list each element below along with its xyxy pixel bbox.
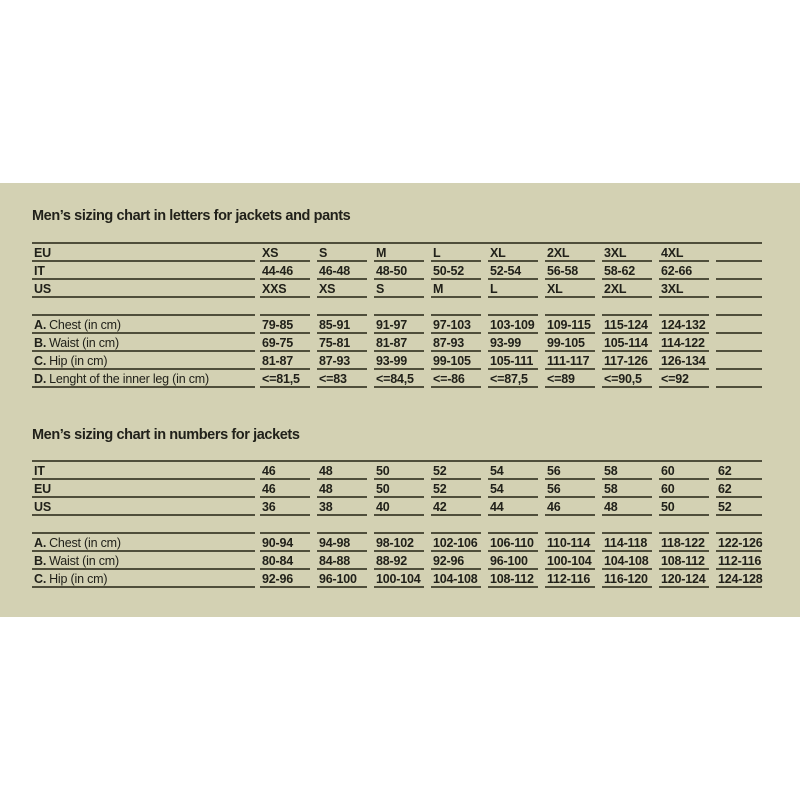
size-value-cell: <=84,5 xyxy=(374,370,424,388)
size-value-cell: 112-116 xyxy=(716,552,762,570)
size-value-cell: 96-100 xyxy=(317,570,367,588)
table-row xyxy=(32,262,762,280)
size-value-cell: 54 xyxy=(488,462,538,480)
size-value-cell: 62 xyxy=(716,462,762,480)
size-value-cell xyxy=(716,280,762,298)
size-value-cell: 48 xyxy=(602,498,652,516)
size-value-cell: XXS xyxy=(260,280,310,298)
size-value-cell: 50-52 xyxy=(431,262,481,280)
size-value-cell: 93-99 xyxy=(488,334,538,352)
table-row xyxy=(32,552,762,570)
table-rows xyxy=(32,460,762,588)
size-value-cell: 105-111 xyxy=(488,352,538,370)
size-value-cell: 116-120 xyxy=(602,570,652,588)
size-value-cell: 56-58 xyxy=(545,262,595,280)
size-value-cell: 48-50 xyxy=(374,262,424,280)
size-value-cell: 87-93 xyxy=(317,352,367,370)
size-value-cell: 94-98 xyxy=(317,532,367,552)
size-value-cell: 110-114 xyxy=(545,532,595,552)
size-value-cell: 126-134 xyxy=(659,352,709,370)
size-value-cell: XL xyxy=(545,280,595,298)
size-value-cell: 56 xyxy=(545,462,595,480)
spacer-row xyxy=(32,298,762,314)
size-value-cell: 109-115 xyxy=(545,314,595,334)
measure-label: Waist (in cm) xyxy=(49,553,119,568)
size-value-cell: 42 xyxy=(431,498,481,516)
row-label-cell xyxy=(32,334,255,352)
size-value-cell: 118-122 xyxy=(659,532,709,552)
size-value-cell: 48 xyxy=(317,462,367,480)
measure-label: Chest (in cm) xyxy=(49,535,121,550)
size-value-cell: 75-81 xyxy=(317,334,367,352)
size-value-cell: <=83 xyxy=(317,370,367,388)
sizing-table-letters xyxy=(32,207,762,388)
size-value-cell: 124-128 xyxy=(716,570,762,588)
measure-prefix: D. xyxy=(34,371,47,386)
row-label-cell xyxy=(32,552,255,570)
size-value-cell: 36 xyxy=(260,498,310,516)
size-value-cell: 92-96 xyxy=(260,570,310,588)
table-rows xyxy=(32,242,762,388)
size-value-cell: 114-122 xyxy=(659,334,709,352)
size-value-cell: M xyxy=(374,244,424,262)
size-value-cell: 124-132 xyxy=(659,314,709,334)
size-value-cell: 99-105 xyxy=(545,334,595,352)
measure-prefix: C. xyxy=(34,571,47,586)
size-value-cell: 104-108 xyxy=(602,552,652,570)
size-value-cell: <=90,5 xyxy=(602,370,652,388)
table-row xyxy=(32,462,762,480)
table-title: Men’s sizing chart in numbers for jackets xyxy=(32,427,300,443)
size-value-cell: 103-109 xyxy=(488,314,538,334)
size-value-cell: 99-105 xyxy=(431,352,481,370)
size-value-cell: 79-85 xyxy=(260,314,310,334)
size-value-cell: 100-104 xyxy=(545,552,595,570)
size-value-cell: 2XL xyxy=(602,280,652,298)
size-value-cell: <=-86 xyxy=(431,370,481,388)
measure-label: Hip (in cm) xyxy=(49,353,108,368)
table-row xyxy=(32,280,762,298)
row-label-cell: EU xyxy=(32,480,255,498)
size-value-cell: 114-118 xyxy=(602,532,652,552)
table-title: Men’s sizing chart in letters for jackets and pants xyxy=(32,208,351,224)
size-value-cell: 69-75 xyxy=(260,334,310,352)
size-value-cell: 46 xyxy=(260,462,310,480)
table-row xyxy=(32,532,762,552)
row-label-cell xyxy=(32,370,255,388)
size-value-cell: 108-112 xyxy=(488,570,538,588)
measure-label: Lenght of the inner leg (in cm) xyxy=(49,371,209,386)
size-value-cell: 100-104 xyxy=(374,570,424,588)
size-value-cell: 104-108 xyxy=(431,570,481,588)
size-value-cell: 54 xyxy=(488,480,538,498)
size-value-cell: 52-54 xyxy=(488,262,538,280)
size-value-cell: XS xyxy=(260,244,310,262)
size-value-cell: <=89 xyxy=(545,370,595,388)
size-value-cell: 115-124 xyxy=(602,314,652,334)
size-value-cell: 84-88 xyxy=(317,552,367,570)
row-label-cell xyxy=(32,314,255,334)
size-value-cell: 3XL xyxy=(659,280,709,298)
size-value-cell xyxy=(716,244,762,262)
measure-prefix: A. xyxy=(34,535,47,550)
size-value-cell: 62-66 xyxy=(659,262,709,280)
size-value-cell: 85-91 xyxy=(317,314,367,334)
size-value-cell xyxy=(716,352,762,370)
size-value-cell: 111-117 xyxy=(545,352,595,370)
size-value-cell: 2XL xyxy=(545,244,595,262)
size-value-cell: <=92 xyxy=(659,370,709,388)
size-value-cell: S xyxy=(374,280,424,298)
measure-prefix: C. xyxy=(34,353,47,368)
size-value-cell: XS xyxy=(317,280,367,298)
size-value-cell: 4XL xyxy=(659,244,709,262)
size-value-cell: 56 xyxy=(545,480,595,498)
size-value-cell: 46 xyxy=(260,480,310,498)
size-value-cell: 112-116 xyxy=(545,570,595,588)
row-label-cell xyxy=(32,532,255,552)
row-label-cell: US xyxy=(32,498,255,516)
size-value-cell: <=87,5 xyxy=(488,370,538,388)
row-label-cell: EU xyxy=(32,244,255,262)
size-value-cell: 50 xyxy=(374,462,424,480)
size-value-cell: L xyxy=(431,244,481,262)
size-value-cell: 88-92 xyxy=(374,552,424,570)
size-value-cell: 3XL xyxy=(602,244,652,262)
size-value-cell: 52 xyxy=(431,462,481,480)
measure-label: Waist (in cm) xyxy=(49,335,119,350)
size-value-cell: 52 xyxy=(716,498,762,516)
measure-prefix: B. xyxy=(34,335,47,350)
size-value-cell: 52 xyxy=(431,480,481,498)
size-value-cell xyxy=(716,262,762,280)
measure-label: Hip (in cm) xyxy=(49,571,108,586)
measure-label: Chest (in cm) xyxy=(49,317,121,332)
size-value-cell: 81-87 xyxy=(260,352,310,370)
size-value-cell: 48 xyxy=(317,480,367,498)
size-value-cell: 117-126 xyxy=(602,352,652,370)
size-value-cell: 106-110 xyxy=(488,532,538,552)
size-value-cell: 97-103 xyxy=(431,314,481,334)
size-value-cell: 60 xyxy=(659,462,709,480)
size-value-cell: 40 xyxy=(374,498,424,516)
size-value-cell: 108-112 xyxy=(659,552,709,570)
sizing-panel xyxy=(0,183,800,617)
size-value-cell: 58-62 xyxy=(602,262,652,280)
size-value-cell: 44-46 xyxy=(260,262,310,280)
size-value-cell: 50 xyxy=(374,480,424,498)
measure-prefix: A. xyxy=(34,317,47,332)
size-value-cell: 105-114 xyxy=(602,334,652,352)
size-value-cell: 58 xyxy=(602,462,652,480)
size-value-cell: 81-87 xyxy=(374,334,424,352)
table-row xyxy=(32,498,762,516)
size-value-cell xyxy=(716,314,762,334)
size-value-cell: 93-99 xyxy=(374,352,424,370)
table-row xyxy=(32,314,762,334)
table-row xyxy=(32,570,762,588)
size-value-cell: 46 xyxy=(545,498,595,516)
table-row xyxy=(32,370,762,388)
size-value-cell: L xyxy=(488,280,538,298)
size-value-cell: 38 xyxy=(317,498,367,516)
size-value-cell: 122-126 xyxy=(716,532,762,552)
size-value-cell: 60 xyxy=(659,480,709,498)
size-value-cell: S xyxy=(317,244,367,262)
size-value-cell: 98-102 xyxy=(374,532,424,552)
table-row xyxy=(32,334,762,352)
row-label-cell xyxy=(32,352,255,370)
row-label-cell: US xyxy=(32,280,255,298)
size-value-cell: 58 xyxy=(602,480,652,498)
size-value-cell: 87-93 xyxy=(431,334,481,352)
size-value-cell: <=81,5 xyxy=(260,370,310,388)
size-value-cell: 91-97 xyxy=(374,314,424,334)
size-value-cell: 46-48 xyxy=(317,262,367,280)
table-row xyxy=(32,244,762,262)
size-value-cell: 102-106 xyxy=(431,532,481,552)
table-row xyxy=(32,480,762,498)
size-value-cell: 120-124 xyxy=(659,570,709,588)
measure-prefix: B. xyxy=(34,553,47,568)
size-value-cell: M xyxy=(431,280,481,298)
size-value-cell: 96-100 xyxy=(488,552,538,570)
row-label-cell: IT xyxy=(32,462,255,480)
table-row xyxy=(32,352,762,370)
size-value-cell xyxy=(716,370,762,388)
size-value-cell: 44 xyxy=(488,498,538,516)
size-value-cell: 62 xyxy=(716,480,762,498)
sizing-table-numbers xyxy=(32,426,762,588)
size-value-cell: 50 xyxy=(659,498,709,516)
size-value-cell: 90-94 xyxy=(260,532,310,552)
row-label-cell xyxy=(32,570,255,588)
size-value-cell: XL xyxy=(488,244,538,262)
spacer-row xyxy=(32,516,762,532)
row-label-cell: IT xyxy=(32,262,255,280)
size-value-cell xyxy=(716,334,762,352)
size-value-cell: 80-84 xyxy=(260,552,310,570)
size-value-cell: 92-96 xyxy=(431,552,481,570)
